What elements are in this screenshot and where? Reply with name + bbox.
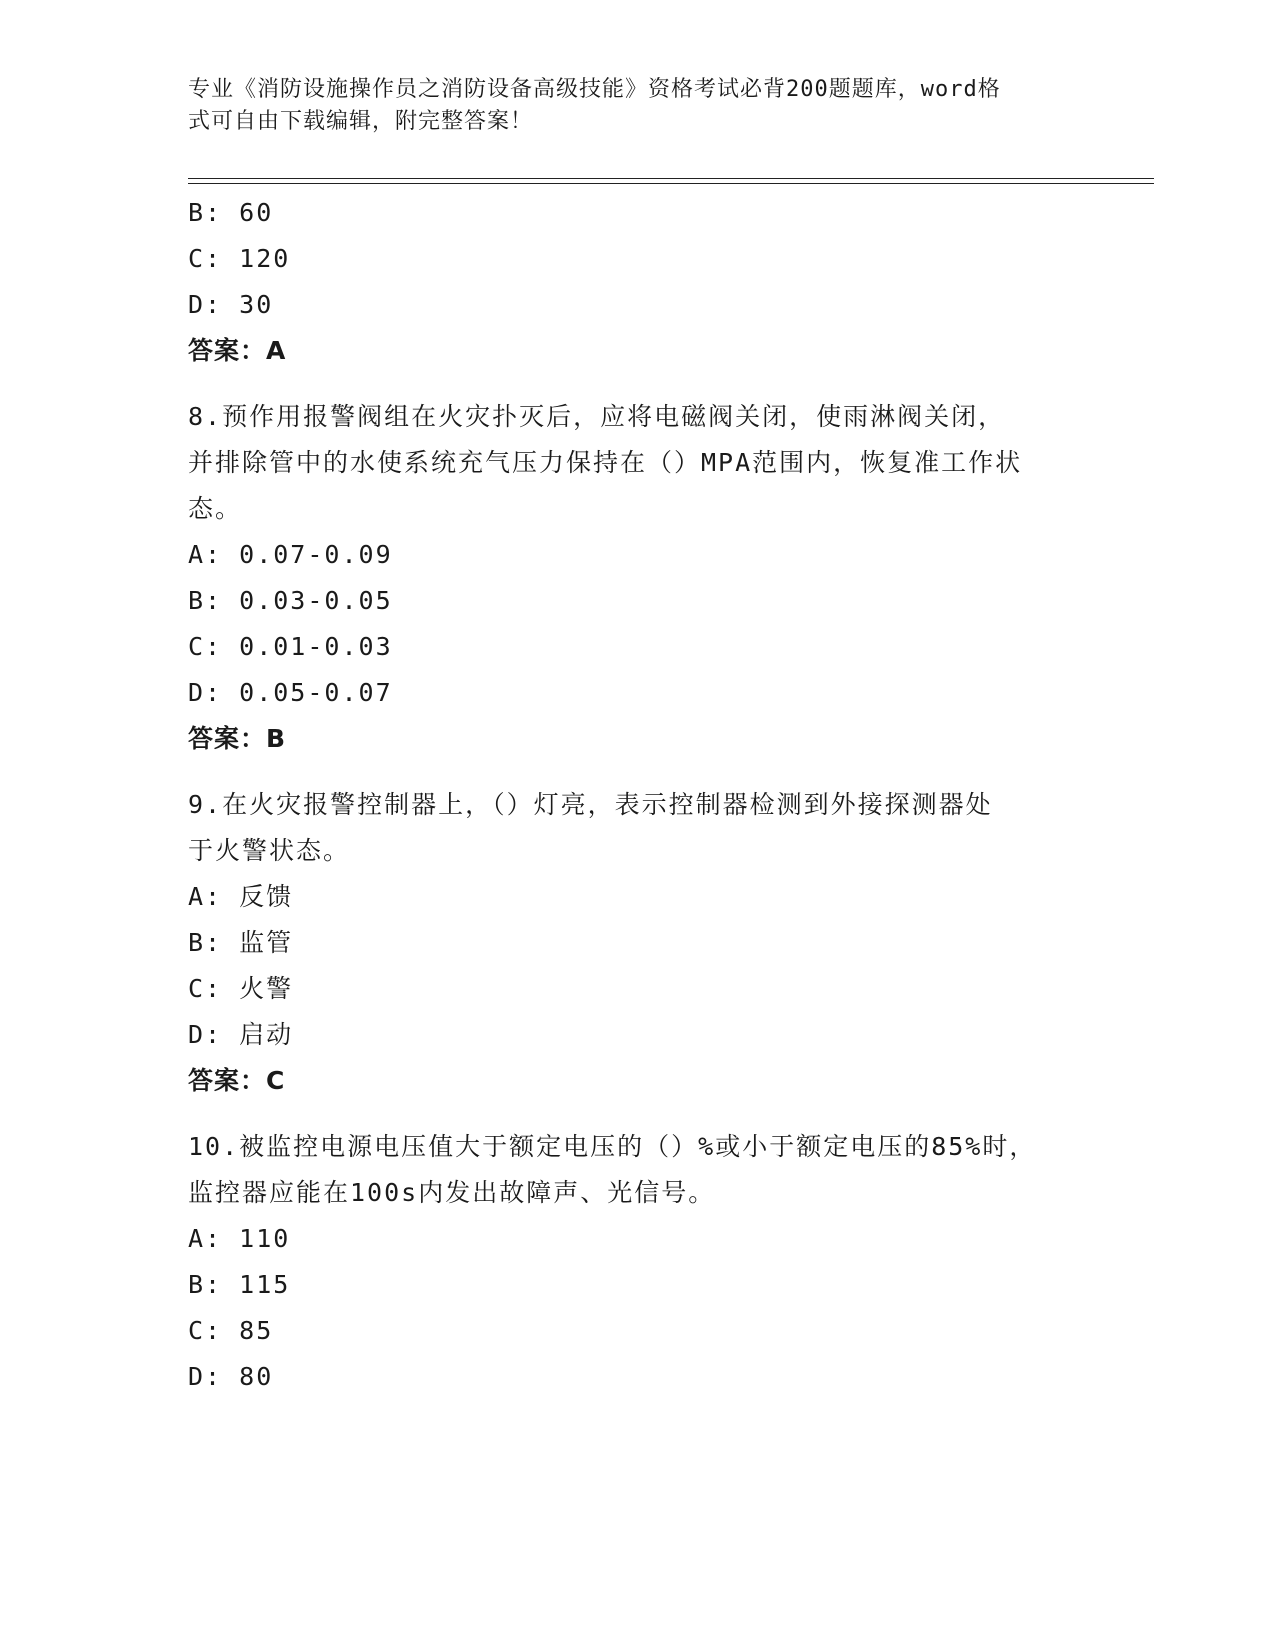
document-body	[188, 190, 1088, 1400]
option-d: D: 0.05-0.07	[188, 678, 393, 707]
option-d: D: 启动	[188, 1020, 294, 1049]
option-c: C: 85	[188, 1316, 274, 1345]
question-stem	[188, 1124, 1088, 1216]
option-b: B: 60	[188, 198, 274, 227]
question-stem	[188, 782, 1088, 874]
stem-line: 8.预作用报警阀组在火灾扑灭后，应将电磁阀关闭，使雨淋阀关闭，	[188, 402, 1006, 431]
option-d: D: 80	[188, 1362, 274, 1391]
option-a: A: 110	[188, 1224, 291, 1253]
option-c: C: 0.01-0.03	[188, 632, 393, 661]
option-a: A: 反馈	[188, 882, 294, 911]
header-line-2: 式可自由下载编辑，附完整答案！	[188, 109, 534, 134]
header-rule-top	[188, 178, 1154, 179]
stem-line: 10.被监控电源电压值大于额定电压的（）%或小于额定电压的85%时，	[188, 1132, 1037, 1161]
option-a: A: 0.07-0.09	[188, 540, 393, 569]
option-c: C: 120	[188, 244, 291, 273]
option-b: B: 监管	[188, 928, 294, 957]
question-stem	[188, 394, 1088, 532]
header-rule-bottom	[188, 183, 1154, 184]
header-line-1: 专业《消防设施操作员之消防设备高级技能》资格考试必背200题题库，word格	[188, 77, 1001, 102]
stem-line: 于火警状态。	[188, 836, 351, 865]
question-7	[188, 190, 1088, 374]
answer: 答案：C	[188, 1066, 286, 1095]
document-header	[188, 74, 1068, 138]
stem-line: 9.在火灾报警控制器上，（）灯亮，表示控制器检测到外接探测器处	[188, 790, 993, 819]
option-c: C: 火警	[188, 974, 294, 1003]
option-b: B: 115	[188, 1270, 291, 1299]
stem-line: 态。	[188, 494, 243, 523]
question-8	[188, 394, 1088, 762]
option-b: B: 0.03-0.05	[188, 586, 393, 615]
answer: 答案：A	[188, 336, 287, 365]
question-10	[188, 1124, 1088, 1400]
stem-line: 监控器应能在100s内发出故障声、光信号。	[188, 1178, 716, 1207]
stem-line: 并排除管中的水使系统充气压力保持在（）MPA范围内，恢复准工作状	[188, 448, 1023, 477]
answer: 答案：B	[188, 724, 287, 753]
option-d: D: 30	[188, 290, 274, 319]
question-9	[188, 782, 1088, 1104]
